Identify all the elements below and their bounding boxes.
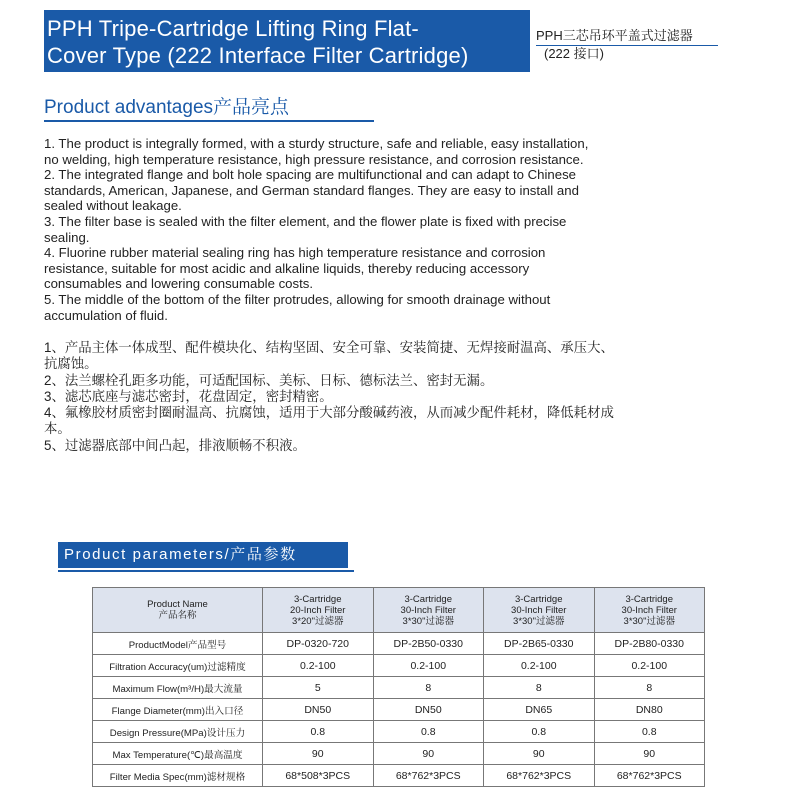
cn-title-line-1: PPH三芯吊环平盖式过滤器 bbox=[536, 28, 718, 46]
table-cell: DP-2B65-0330 bbox=[484, 633, 595, 655]
advantage-en-line: standards, American, Japanese, and German standard flanges. They are easy to install and bbox=[44, 182, 579, 198]
table-cell: 8 bbox=[484, 677, 595, 699]
advantage-en-line: 2. The integrated flange and bolt hole spacing are multifunctional and can adapt to Chinese bbox=[44, 167, 577, 183]
table-header-label bbox=[93, 588, 263, 633]
advantage-en-line: resistance, suitable for most acidic and alkaline liquids, thereby reducing accessory bbox=[44, 260, 530, 276]
advantage-en-line: consumables and lowering consumable costs. bbox=[44, 276, 314, 292]
table-cell: DN65 bbox=[484, 699, 595, 721]
table-cell: 5 bbox=[263, 677, 374, 699]
row-label: Filtration Accuracy(um)过滤精度 bbox=[93, 655, 263, 677]
table-row bbox=[93, 765, 705, 787]
advantage-cn-line: 4、氟橡胶材质密封圈耐温高、抗腐蚀，适用于大部分酸碱药液，从而减少配件耗材，降低耗材成 bbox=[44, 405, 614, 421]
table-header-row bbox=[93, 588, 705, 633]
table-column-header bbox=[484, 588, 595, 633]
table-cell: 68*762*3PCS bbox=[594, 765, 705, 787]
table-cell: 68*762*3PCS bbox=[484, 765, 595, 787]
column-header-line: 3*30"过滤器 bbox=[623, 615, 675, 627]
column-header-line: 20-Inch Filter bbox=[290, 604, 346, 616]
column-header-line: 3-Cartridge bbox=[625, 593, 674, 605]
parameters-heading: Product parameters/产品参数 bbox=[58, 542, 348, 568]
row-label: ProductModel产品型号 bbox=[93, 633, 263, 655]
table-cell: 8 bbox=[594, 677, 705, 699]
advantage-cn-line: 2、法兰螺栓孔距多功能，可适配国标、美标、日标、德标法兰、密封无漏。 bbox=[44, 372, 494, 388]
column-header-line: 3*30"过滤器 bbox=[513, 615, 565, 627]
advantage-cn-line: 3、滤芯底座与滤芯密封，花盘固定，密封精密。 bbox=[44, 388, 333, 404]
table-cell: 90 bbox=[263, 743, 374, 765]
table-cell: 0.8 bbox=[594, 721, 705, 743]
table-cell: DN50 bbox=[263, 699, 374, 721]
table-cell: DP-0320-720 bbox=[263, 633, 374, 655]
column-header-line: 30-Inch Filter bbox=[621, 604, 677, 616]
table-cell: DN50 bbox=[373, 699, 484, 721]
advantage-en-line: 3. The filter base is sealed with the filter element, and the flower plate is fixed with precise bbox=[44, 213, 567, 229]
advantage-en-line: 1. The product is integrally formed, with a sturdy structure, safe and reliable, easy installation, bbox=[44, 136, 589, 151]
table-cell: DP-2B80-0330 bbox=[594, 633, 705, 655]
table-cell: 90 bbox=[484, 743, 595, 765]
advantage-cn-line: 本。 bbox=[44, 421, 71, 437]
cn-title-line-2: (222 接口) bbox=[544, 46, 604, 61]
table-cell: DP-2B50-0330 bbox=[373, 633, 484, 655]
product-title-banner bbox=[44, 10, 530, 72]
column-header-line: 30-Inch Filter bbox=[400, 604, 456, 616]
table-row bbox=[93, 743, 705, 765]
parameters-table bbox=[92, 587, 705, 787]
table-cell: 90 bbox=[373, 743, 484, 765]
product-title-chinese bbox=[536, 28, 718, 62]
header-label-en: Product Name bbox=[147, 599, 208, 610]
table-cell: 0.8 bbox=[263, 721, 374, 743]
row-label: Max Temperature(℃)最高温度 bbox=[93, 743, 263, 765]
table-cell: 0.2-100 bbox=[484, 655, 595, 677]
table-cell: 0.2-100 bbox=[263, 655, 374, 677]
table-row bbox=[93, 633, 705, 655]
advantage-en-line: sealing. bbox=[44, 229, 90, 245]
row-label: Filter Media Spec(mm)滤材规格 bbox=[93, 765, 263, 787]
column-header-line: 3-Cartridge bbox=[293, 593, 342, 605]
advantage-en-line: sealed without leakage. bbox=[44, 198, 182, 214]
table-column-header bbox=[373, 588, 484, 633]
table-cell: 68*762*3PCS bbox=[373, 765, 484, 787]
advantage-cn-line: 1、产品主体一体成型、配件模块化、结构坚固、安全可靠、安装简捷、无焊接耐温高、承压大、 bbox=[44, 340, 614, 355]
table-cell: 0.2-100 bbox=[373, 655, 484, 677]
column-header-line: 30-Inch Filter bbox=[511, 604, 567, 616]
header-label-cn: 产品名称 bbox=[158, 610, 197, 621]
table-cell: 68*508*3PCS bbox=[263, 765, 374, 787]
table-column-header bbox=[263, 588, 374, 633]
advantages-chinese-list bbox=[44, 340, 744, 454]
column-header-line: 3-Cartridge bbox=[404, 593, 453, 605]
product-title-line-1: PPH Tripe-Cartridge Lifting Ring Flat- bbox=[47, 16, 419, 41]
table-cell: 0.8 bbox=[484, 721, 595, 743]
advantage-en-line: no welding, high temperature resistance, high pressure resistance, and corrosion resistance. bbox=[44, 151, 584, 167]
row-label: Maximum Flow(m³/H)最大流量 bbox=[93, 677, 263, 699]
table-column-header bbox=[594, 588, 705, 633]
row-label: Flange Diameter(mm)出入口径 bbox=[93, 699, 263, 721]
column-header-line: 3*20"过滤器 bbox=[292, 615, 344, 627]
table-cell: DN80 bbox=[594, 699, 705, 721]
table-row bbox=[93, 699, 705, 721]
advantage-en-line: 5. The middle of the bottom of the filter protrudes, allowing for smooth drainage without bbox=[44, 291, 551, 307]
table-cell: 0.2-100 bbox=[594, 655, 705, 677]
column-header-line: 3*30"过滤器 bbox=[402, 615, 454, 627]
table-row bbox=[93, 655, 705, 677]
product-title-line-2: Cover Type (222 Interface Filter Cartridge) bbox=[47, 43, 469, 68]
advantage-en-line: accumulation of fluid. bbox=[44, 307, 168, 323]
table-row bbox=[93, 677, 705, 699]
parameters-heading-underline bbox=[58, 570, 354, 572]
advantages-english-list bbox=[44, 136, 744, 323]
table-row bbox=[93, 721, 705, 743]
advantage-cn-line: 5、过滤器底部中间凸起，排液顺畅不积液。 bbox=[44, 437, 306, 453]
table-cell: 8 bbox=[373, 677, 484, 699]
row-label: Design Pressure(MPa)设计压力 bbox=[93, 721, 263, 743]
table-cell: 0.8 bbox=[373, 721, 484, 743]
advantages-heading: Product advantages产品亮点 bbox=[44, 96, 374, 122]
column-header-line: 3-Cartridge bbox=[514, 593, 563, 605]
advantage-cn-line: 抗腐蚀。 bbox=[44, 356, 98, 372]
table-cell: 90 bbox=[594, 743, 705, 765]
advantage-en-line: 4. Fluorine rubber material sealing ring has high temperature resistance and corrosion bbox=[44, 245, 546, 261]
